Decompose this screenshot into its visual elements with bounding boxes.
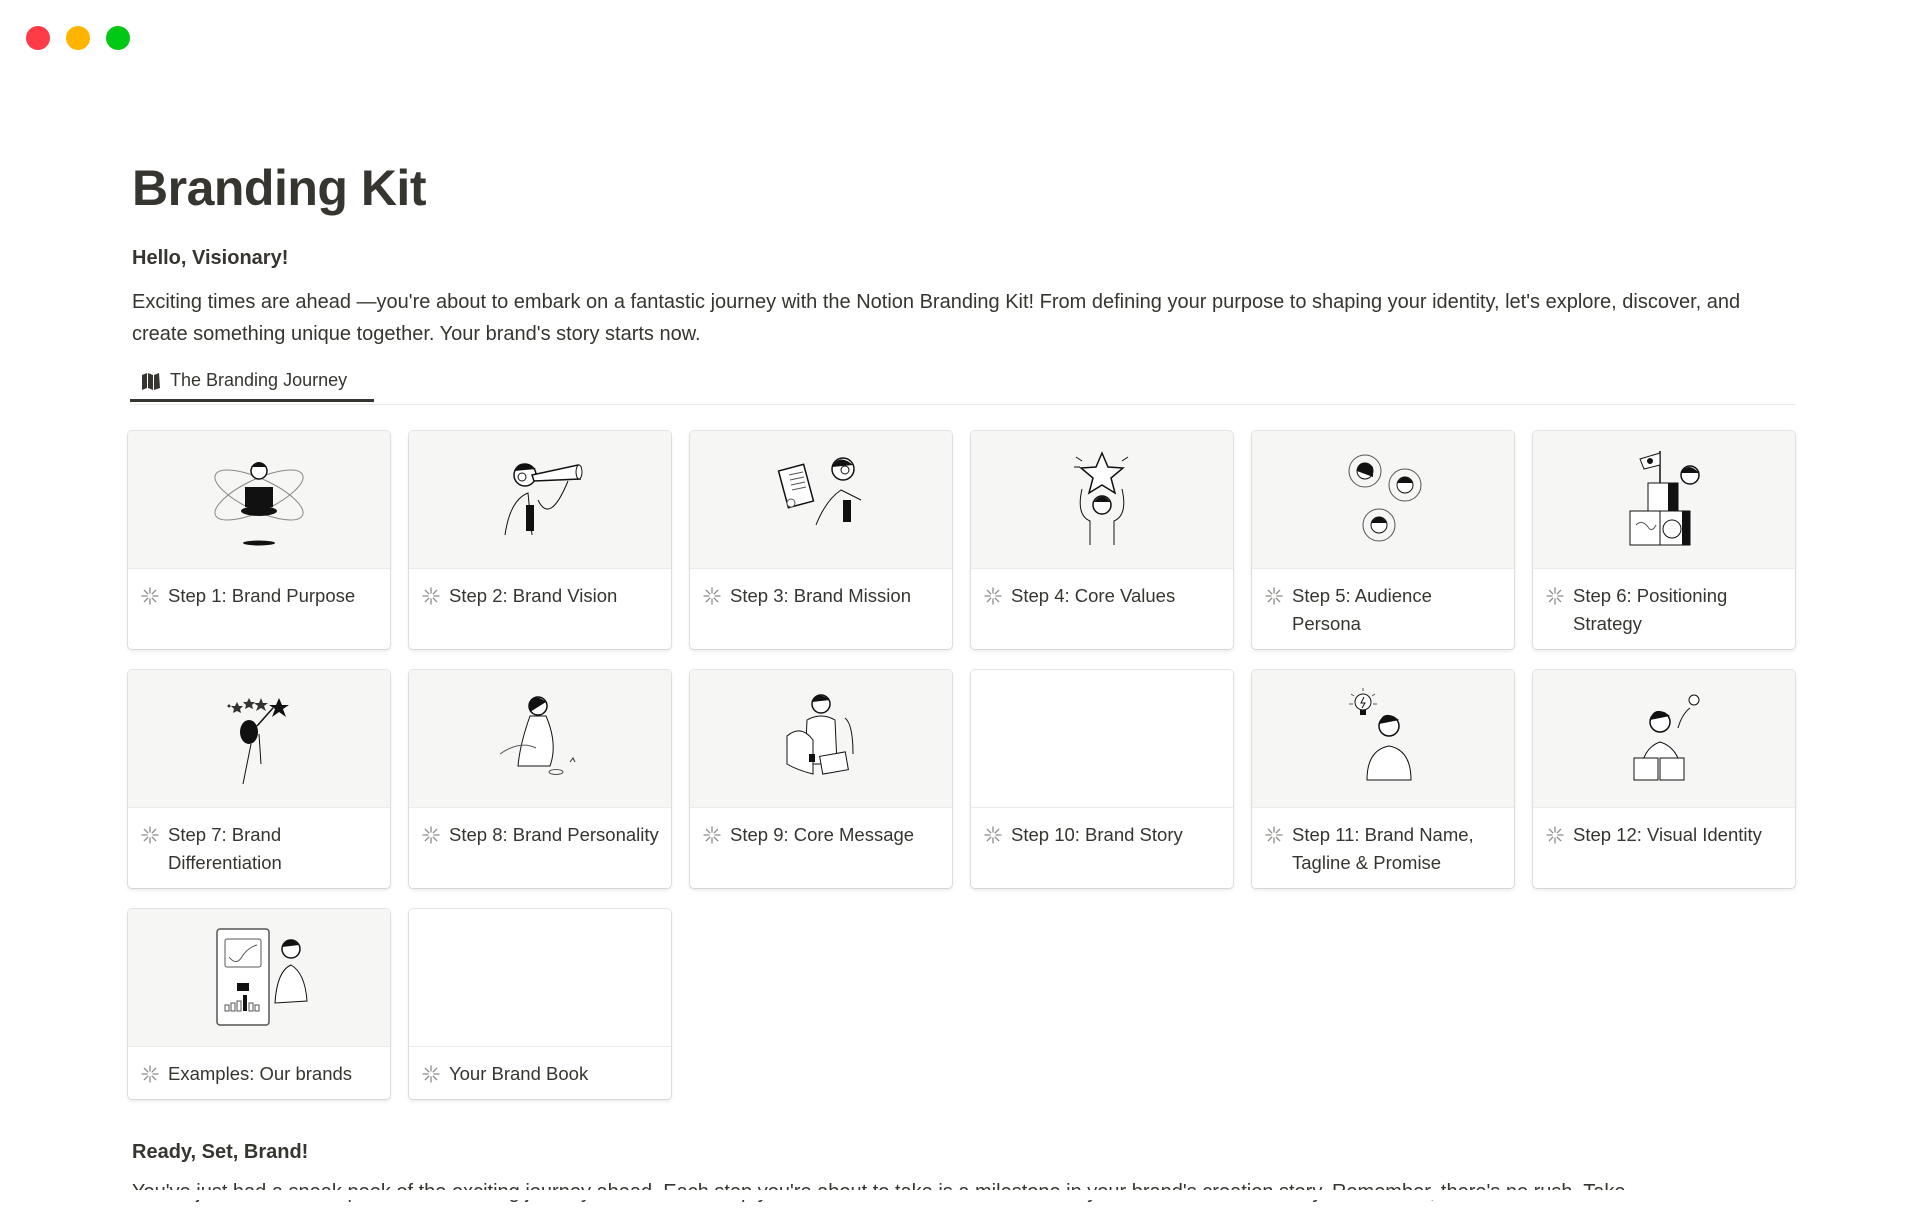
planting-person-illustration — [480, 684, 600, 794]
gallery-card[interactable] — [971, 431, 1233, 649]
gallery-card[interactable] — [1252, 431, 1514, 649]
card-title: Step 4: Core Values — [1011, 585, 1176, 606]
spark-icon — [702, 586, 722, 606]
telescope-person-illustration — [480, 445, 600, 555]
minimize-button[interactable] — [66, 26, 90, 50]
card-title: Step 11: Brand Name, Tagline & Promise — [1292, 824, 1474, 873]
card-title: Step 10: Brand Story — [1011, 824, 1183, 845]
lightbulb-person-illustration — [1323, 684, 1443, 794]
card-title: Step 8: Brand Personality — [449, 824, 659, 845]
card-cover-image — [1533, 670, 1795, 808]
gallery-card[interactable] — [690, 670, 952, 888]
spark-icon — [140, 1064, 160, 1084]
card-cover-image — [1252, 670, 1514, 808]
card-title: Step 1: Brand Purpose — [168, 585, 356, 606]
positioning-blocks-illustration — [1604, 445, 1724, 555]
gallery-card[interactable] — [128, 909, 390, 1099]
audience-avatars-illustration — [1323, 445, 1443, 555]
card-cover-image — [1533, 431, 1795, 569]
spark-icon — [702, 825, 722, 845]
puzzle-person-illustration — [1604, 684, 1724, 794]
maximize-button[interactable] — [106, 26, 130, 50]
card-title: Step 7: Brand Differentiation — [168, 824, 282, 873]
card-title: Step 9: Core Message — [730, 824, 915, 845]
star-holding-person-illustration — [1042, 445, 1162, 555]
card-cover-image — [128, 909, 390, 1047]
gallery-grid — [128, 431, 1796, 1099]
gallery-card[interactable] — [1533, 670, 1795, 888]
window-controls — [26, 26, 130, 50]
card-title: Your Brand Book — [449, 1063, 589, 1084]
papers-person-illustration — [761, 684, 881, 794]
close-button[interactable] — [26, 26, 50, 50]
card-cover-image — [690, 670, 952, 808]
card-cover-image — [1252, 431, 1514, 569]
card-title: Examples: Our brands — [168, 1063, 353, 1084]
card-title: Step 3: Brand Mission — [730, 585, 911, 606]
spark-icon — [421, 586, 441, 606]
card-title: Step 2: Brand Vision — [449, 585, 618, 606]
map-icon — [140, 370, 162, 392]
spark-icon — [1264, 586, 1284, 606]
gallery-card[interactable] — [128, 431, 390, 649]
tab-branding-journey[interactable] — [130, 362, 374, 402]
spark-icon — [983, 825, 1003, 845]
card-title: Step 6: Positioning Strategy — [1573, 585, 1728, 634]
gallery-card[interactable] — [409, 670, 671, 888]
card-cover-image — [128, 431, 390, 569]
card-cover-image — [971, 431, 1233, 569]
gallery-card[interactable] — [971, 670, 1233, 888]
greeting-text: Hello, Visionary! — [132, 247, 289, 269]
reaching-star-illustration — [199, 684, 319, 794]
card-cover-image — [409, 670, 671, 808]
spark-icon — [421, 1064, 441, 1084]
spark-icon — [1545, 586, 1565, 606]
card-cover-empty — [409, 909, 671, 1047]
spark-icon — [1545, 825, 1565, 845]
intro-paragraph: Exciting times are ahead —you're about to embark on a fantastic journey with the Notion Branding Kit! From defining your purpose to shaping your identity, let's explore, discover, and create something unique together. Your brand's story starts now. — [132, 291, 1741, 345]
spark-icon — [140, 825, 160, 845]
card-cover-image — [128, 670, 390, 808]
gallery-card[interactable] — [409, 431, 671, 649]
gallery-card[interactable] — [128, 670, 390, 888]
section-heading: Ready, Set, Brand! — [132, 1141, 309, 1163]
tab-label: The Branding Journey — [170, 370, 348, 390]
meditating-person-illustration — [199, 445, 319, 555]
gallery-card[interactable] — [690, 431, 952, 649]
card-title: Step 12: Visual Identity — [1573, 824, 1762, 845]
spark-icon — [421, 825, 441, 845]
spark-icon — [1264, 825, 1284, 845]
card-cover-empty — [971, 670, 1233, 808]
spark-icon — [983, 586, 1003, 606]
card-title: Step 5: Audience Persona — [1292, 585, 1432, 634]
page-title: Branding Kit — [132, 160, 426, 216]
gallery-card[interactable] — [1252, 670, 1514, 888]
spark-icon — [140, 586, 160, 606]
gallery-card[interactable] — [409, 909, 671, 1099]
dashboard-person-illustration — [199, 923, 319, 1033]
document-person-illustration — [761, 445, 881, 555]
view-tabs — [130, 362, 1796, 405]
viewport-clip — [0, 1190, 1920, 1200]
gallery-card[interactable] — [1533, 431, 1795, 649]
card-cover-image — [690, 431, 952, 569]
card-cover-image — [409, 431, 671, 569]
